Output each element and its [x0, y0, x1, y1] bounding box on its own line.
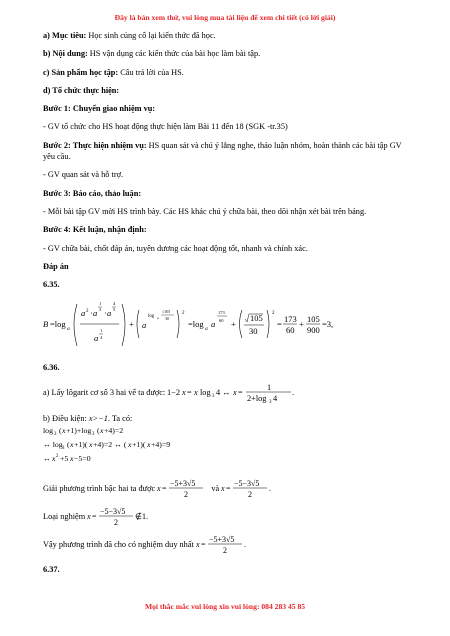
svg-text:2: 2: [56, 454, 59, 460]
svg-text:↔ log: ↔ log: [43, 440, 63, 450]
svg-text:=: =: [277, 319, 282, 330]
svg-text:−5+3√5: −5+3√5: [170, 478, 196, 488]
step-1-text: - GV tổ chức cho HS hoạt động thực hiện làm Bài 11 đến 18 (SGK -tr.35): [43, 122, 288, 132]
problem-6-37-label: 6.37.: [43, 564, 60, 574]
svg-text:B: B: [43, 319, 49, 330]
document-body: [43, 30, 413, 575]
svg-text:=log: =log: [188, 319, 204, 330]
svg-text:+5: +5: [60, 454, 69, 464]
part-a-equation: [167, 382, 357, 404]
svg-text:.: .: [269, 483, 272, 493]
svg-text:3: 3: [54, 432, 57, 438]
svg-text:x: x: [87, 511, 91, 521]
svg-text:.: .: [243, 539, 246, 549]
svg-text:=3,: =3,: [322, 319, 334, 330]
svg-text:=: =: [92, 511, 97, 521]
svg-text:(: (: [67, 440, 70, 450]
section-b: b) Nội dung: HS vận dụng các kiến thức của bài học làm bài tập.: [43, 49, 261, 59]
svg-text:a: a: [94, 333, 99, 344]
svg-text:.: .: [292, 388, 295, 398]
svg-text:(: (: [59, 426, 62, 436]
svg-text:4 ↔: 4 ↔: [216, 388, 231, 398]
svg-text:+4)=9: +4)=9: [151, 440, 171, 450]
svg-text:a: a: [157, 316, 159, 321]
problem-6-36-label: 6.36.: [43, 362, 60, 372]
svg-text:a: a: [211, 319, 216, 330]
svg-text:=: =: [162, 483, 167, 493]
svg-text:173: 173: [284, 314, 297, 325]
svg-text:900: 900: [307, 325, 320, 336]
part-a: a) Lấy lôgarit cơ số 3 hai vế ta được: 1−2 x = x log 3 4 ↔ x = 1 2+log 3 4 .: [43, 382, 413, 404]
svg-text:=: =: [200, 539, 206, 549]
equation-6-35: [43, 296, 413, 355]
reject-line: Loại nghiệm x = −5−3√5 2 ∉1.: [43, 506, 413, 528]
svg-text:105: 105: [307, 314, 320, 325]
svg-text:x: x: [70, 440, 74, 450]
svg-text:30: 30: [165, 316, 169, 322]
step-4-heading: Bước 4: Kết luận, nhận định:: [43, 225, 147, 235]
svg-text:1: 1: [267, 383, 272, 393]
svg-text:a: a: [67, 326, 70, 333]
svg-text:2: 2: [272, 311, 275, 317]
svg-text:x: x: [157, 483, 161, 493]
svg-text:+4)=2 ↔ (: +4)=2 ↔ (: [93, 440, 127, 450]
answer-heading: Đáp án: [43, 261, 69, 271]
svg-text:−5−3√5: −5−3√5: [234, 478, 260, 488]
svg-text:2: 2: [114, 517, 119, 527]
step-3-heading: Bước 3: Báo cáo, thảo luận:: [43, 188, 142, 198]
svg-text:x: x: [128, 440, 132, 450]
svg-text:x: x: [70, 454, 74, 464]
svg-text:4: 4: [113, 301, 116, 307]
svg-text:log: log: [148, 314, 155, 320]
svg-text:↔: ↔: [43, 454, 51, 464]
svg-text:1: 1: [99, 301, 102, 307]
svg-text:·: ·: [104, 308, 107, 319]
problem-6-35-label: 6.35.: [43, 280, 60, 290]
svg-text:−5+3√5: −5+3√5: [208, 534, 235, 544]
svg-text:2: 2: [248, 489, 253, 499]
svg-text:log: log: [200, 388, 211, 398]
svg-text:∉1.: ∉1.: [135, 511, 149, 521]
svg-text:+1)(: +1)(: [74, 440, 88, 450]
svg-text:a: a: [142, 320, 147, 331]
step-3-text: - Mỗi bài tập GV mời HS trình bày. Các HS khác chú ý chữa bài, theo dõi nhận xét bài trên bảng.: [43, 206, 367, 216]
svg-text:30: 30: [249, 326, 258, 337]
step-1-heading: Bước 1: Chuyển giao nhiệm vụ:: [43, 104, 156, 114]
step-2: Bước 2: Thực hiện nhiệm vụ: HS quan sát và chú ý lắng nghe, thảo luận nhóm, hoàn thành các bài tập GV yêu cầu.: [43, 140, 402, 162]
rejected-root: [87, 506, 153, 528]
svg-text:+: +: [299, 319, 304, 330]
svg-text:1: 1: [100, 328, 103, 334]
svg-text:2: 2: [86, 309, 89, 315]
svg-text:a: a: [107, 308, 112, 319]
svg-text:3: 3: [212, 394, 215, 400]
svg-text:log: log: [43, 426, 53, 436]
svg-text:105: 105: [250, 313, 263, 324]
solve-line: Giải phương trình bậc hai ta được x = −5+3√5 2 và x = −5−3√5 2 .: [43, 478, 413, 500]
step-2-text-2: - GV quan sát và hỗ trợ.: [43, 170, 124, 180]
svg-text:2: 2: [184, 489, 189, 499]
svg-text:a: a: [205, 326, 208, 333]
part-b-steps: [43, 424, 413, 471]
preview-banner: Đây là bản xem thử, vui lòng mua tài liệu để xem chi tiết (có lời giải): [114, 13, 336, 22]
svg-text:√105: √105: [162, 309, 171, 315]
conclusion-line: Vậy phương trình đã cho có nghiệm duy nhất x = −5+3√5 2 .: [43, 534, 413, 556]
svg-text:x: x: [182, 388, 187, 398]
svg-text:+: +: [129, 319, 134, 330]
svg-text:−5−3√5: −5−3√5: [100, 506, 126, 516]
svg-text:=: =: [238, 388, 244, 398]
svg-text:a: a: [93, 308, 98, 319]
svg-text:x: x: [195, 539, 200, 549]
svg-text:+1)+log: +1)+log: [66, 426, 92, 436]
svg-text:x: x: [233, 388, 238, 398]
svg-text:3: 3: [92, 432, 95, 438]
svg-text:x: x: [147, 440, 151, 450]
svg-text:·: ·: [90, 308, 93, 319]
svg-text:+1)(: +1)(: [132, 440, 146, 450]
svg-text:=: =: [226, 483, 231, 493]
svg-text:=: =: [187, 388, 193, 398]
contact-footer: Mọi thắc mắc vui lòng xin vui lòng: 084 283 45 85: [144, 602, 306, 611]
svg-text:=log: =log: [50, 319, 66, 330]
svg-text:x: x: [89, 440, 93, 450]
root-1: [157, 478, 209, 500]
svg-text:1−2: 1−2: [167, 388, 181, 398]
part-b-condition: b) Điều kiện: x>−1. Ta có:: [43, 414, 133, 424]
equation-6-35-svg: [43, 296, 343, 352]
svg-text:5: 5: [113, 307, 116, 313]
svg-text:x: x: [221, 483, 225, 493]
svg-text:x: x: [62, 426, 66, 436]
svg-text:4: 4: [100, 335, 103, 341]
svg-text:3: 3: [269, 400, 272, 405]
part-b-steps-svg: [43, 424, 243, 468]
svg-text:3: 3: [62, 446, 65, 452]
svg-text:3: 3: [99, 307, 102, 313]
section-c: c) Sản phẩm học tập: Câu trả lời của HS.: [43, 67, 184, 77]
root-2: [221, 478, 277, 500]
svg-text:x: x: [100, 426, 104, 436]
section-d: d) Tổ chức thực hiện:: [43, 85, 120, 95]
svg-text:60: 60: [219, 318, 224, 324]
step-4-text: - GV chữa bài, chốt đáp án, tuyên dương các hoạt động tốt, nhanh và chính xác.: [43, 243, 308, 253]
svg-text:173: 173: [218, 310, 225, 316]
svg-text:2+log: 2+log: [247, 394, 267, 404]
svg-text:x: x: [194, 388, 199, 398]
final-root: [196, 534, 252, 556]
svg-text:2: 2: [182, 311, 185, 317]
svg-text:2: 2: [222, 545, 227, 555]
svg-text:(: (: [97, 426, 100, 436]
svg-text:−5=0: −5=0: [74, 454, 91, 464]
svg-text:x: x: [52, 454, 56, 464]
svg-text:60: 60: [286, 325, 295, 336]
svg-text:+4)=2: +4)=2: [104, 426, 124, 436]
section-a: a) Mục tiêu: Học sinh củng cố lại kiến thức đã học.: [43, 31, 216, 40]
svg-text:4: 4: [273, 394, 278, 404]
svg-text:a: a: [81, 308, 86, 319]
svg-text:+: +: [231, 319, 236, 330]
